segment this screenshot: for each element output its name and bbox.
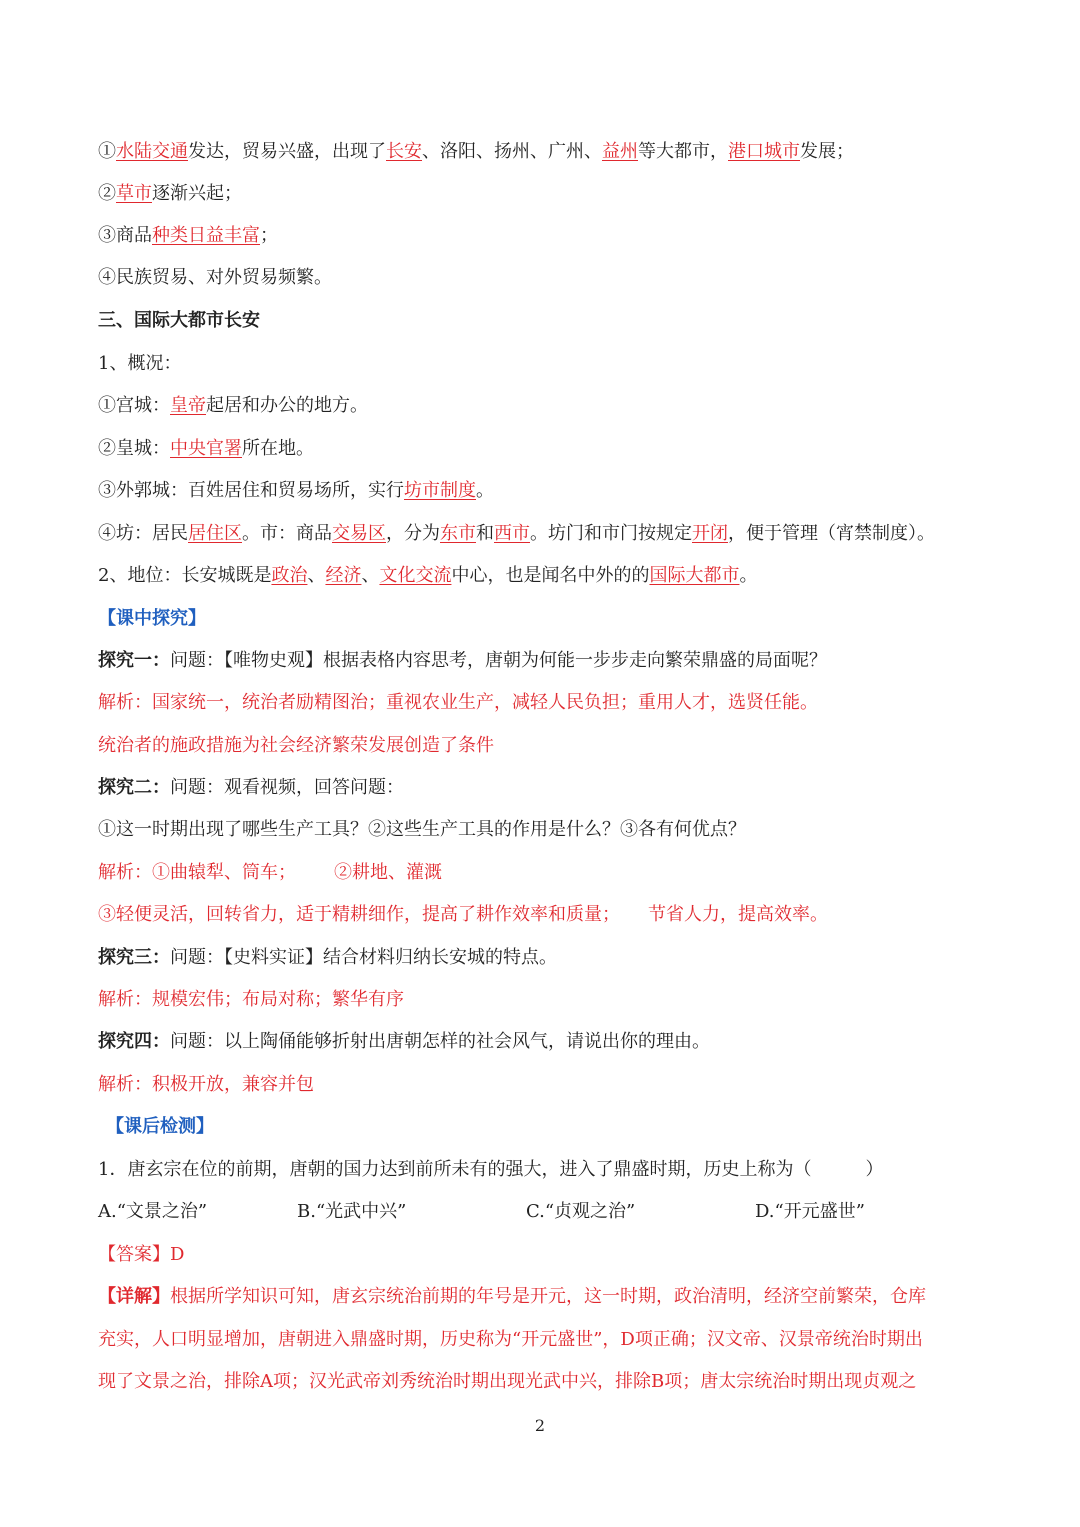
detail-line-3: 现了文景之治，排除A项；汉光武帝刘秀统治时期出现光武中兴，排除B项；唐太宗统治时期出现贞观之 — [98, 1371, 917, 1392]
question-label: 探究四： — [98, 1031, 170, 1052]
changan-line-1 — [98, 393, 984, 419]
text: ③外郭城：百姓居住和贸易场所，实行 — [98, 480, 404, 501]
text: ②耕地、灌溉 — [334, 862, 442, 883]
changan-line-2 — [98, 436, 984, 462]
text: ① — [98, 141, 116, 162]
keyword-highlight: 政治 — [271, 565, 308, 586]
text: 。 — [476, 480, 494, 501]
question-label: 探究三： — [98, 947, 170, 968]
question-text: 问题：【史料实证】结合材料归纳长安城的特点。 — [170, 947, 557, 968]
test-heading: 【课后检测】 — [106, 1116, 214, 1137]
commerce-line-2 — [98, 181, 984, 207]
page-number: 2 — [534, 1416, 546, 1435]
detail-line-1 — [98, 1284, 984, 1310]
option-a[interactable]: A.“文景之治” — [98, 1201, 208, 1222]
question-label: 探究一： — [98, 650, 170, 671]
keyword-highlight: 文化交流 — [379, 565, 452, 586]
explore-answer-4: 解析：积极开放，兼容并包 — [98, 1074, 314, 1095]
text: 中心，也是闻名中外的的 — [451, 565, 650, 586]
explore-answer-2a — [98, 860, 984, 886]
keyword-highlight: 长安 — [386, 141, 422, 162]
text: 发达，贸易兴盛，出现了 — [188, 141, 386, 162]
section-heading: 三、国际大都市长安 — [98, 310, 260, 331]
detail-label: 【详解】 — [98, 1286, 170, 1307]
option-b[interactable]: B.“光武中兴” — [297, 1201, 407, 1222]
text: 所在地。 — [242, 438, 314, 459]
commerce-line-4 — [98, 265, 984, 291]
text: ③商品 — [98, 225, 152, 246]
question-label: 探究二： — [98, 777, 170, 798]
option-c[interactable]: C.“贞观之治” — [526, 1201, 636, 1222]
keyword-highlight: 东市 — [440, 523, 476, 544]
text: 、洛阳、扬州、广州、 — [422, 141, 602, 162]
keyword-highlight: 交易区 — [332, 523, 386, 544]
text: 2、地位：长安城既是 — [98, 565, 272, 586]
keyword-highlight: 种类日益丰富 — [152, 225, 260, 246]
explore-heading: 【课中探究】 — [98, 608, 206, 629]
text: ①宫城： — [98, 395, 170, 416]
keyword-highlight: 皇帝 — [170, 395, 206, 416]
text: 节省人力，提高效率。 — [648, 904, 828, 925]
explore-question-3 — [98, 945, 984, 971]
overview-label: 1、概况： — [98, 353, 182, 374]
explore-answer-1b: 统治者的施政措施为社会经济繁荣发展创造了条件 — [98, 735, 494, 756]
option-d[interactable]: D.“开元盛世” — [755, 1201, 865, 1222]
explore-answer-1a: 解析：国家统一，统治者励精图治；重视农业生产，减轻人民负担；重用人才，选贤任能。 — [98, 692, 818, 713]
keyword-highlight: 居住区 — [188, 523, 242, 544]
text: 起居和办公的地方。 — [206, 395, 368, 416]
keyword-highlight: 益州 — [602, 141, 638, 162]
explore-question-2 — [98, 775, 984, 801]
keyword-highlight: 开闭 — [692, 523, 728, 544]
text: ，分为 — [386, 523, 440, 544]
test-options — [98, 1199, 984, 1225]
keyword-highlight: 经济 — [325, 565, 362, 586]
text: 解析：①曲辕犁、筒车； — [98, 862, 296, 883]
question-text: 问题：观看视频，回答问题： — [170, 777, 404, 798]
text: 。市：商品 — [242, 523, 332, 544]
explore-question-1 — [98, 648, 984, 674]
text: 。坊门和市门按规定 — [530, 523, 692, 544]
changan-line-3 — [98, 478, 984, 504]
commerce-line-3 — [98, 223, 984, 249]
test-question-1: 1．唐玄宗在位的前期，唐朝的国力达到前所未有的强大，进入了鼎盛时期，历史上称为（ ） — [98, 1159, 884, 1180]
answer: 【答案】D — [98, 1244, 185, 1265]
text: ③轻便灵活，回转省力，适于精耕细作，提高了耕作效率和质量； — [98, 904, 620, 925]
commerce-line-1 — [98, 139, 984, 165]
text: ②皇城： — [98, 438, 170, 459]
keyword-highlight: 中央官署 — [170, 438, 242, 459]
text: 逐渐兴起； — [152, 183, 242, 204]
text: 、 — [361, 565, 380, 586]
keyword-highlight: 港口城市 — [728, 141, 800, 162]
text: ④坊：居民 — [98, 523, 188, 544]
keyword-highlight: 草市 — [116, 183, 152, 204]
explore-answer-2b — [98, 902, 984, 928]
text: 和 — [476, 523, 494, 544]
question-text: 问题：【唯物史观】根据表格内容思考，唐朝为何能一步步走向繁荣鼎盛的局面呢？ — [170, 650, 827, 671]
text: 发展； — [800, 141, 854, 162]
explore-answer-3: 解析：规模宏伟；布局对称；繁华有序 — [98, 989, 404, 1010]
keyword-highlight: 国际大都市 — [649, 565, 740, 586]
explore-question-2-sub: ①这一时期出现了哪些生产工具？②这些生产工具的作用是什么？③各有何优点？ — [98, 819, 746, 840]
keyword-highlight: 水陆交通 — [116, 141, 188, 162]
keyword-highlight: 坊市制度 — [404, 480, 476, 501]
text: 、 — [307, 565, 326, 586]
text: ，便于管理（宵禁制度）。 — [728, 523, 935, 544]
text: ② — [98, 183, 116, 204]
text: 等大都市， — [638, 141, 728, 162]
changan-line-4 — [98, 521, 984, 547]
keyword-highlight: 西市 — [494, 523, 530, 544]
text: ； — [260, 225, 278, 246]
text: 根据所学知识可知，唐玄宗统治前期的年号是开元，这一时期，政治清明，经济空前繁荣，仓库 — [170, 1286, 926, 1307]
text: 。 — [739, 565, 758, 586]
changan-status — [98, 563, 984, 589]
text: ④民族贸易、对外贸易频繁。 — [98, 267, 332, 288]
question-text: 问题：以上陶俑能够折射出唐朝怎样的社会风气，请说出你的理由。 — [170, 1031, 710, 1052]
explore-question-4 — [98, 1029, 984, 1055]
detail-line-2: 充实，人口明显增加，唐朝进入鼎盛时期，历史称为“开元盛世”，D项正确；汉文帝、汉景帝统治时期出 — [98, 1329, 923, 1350]
